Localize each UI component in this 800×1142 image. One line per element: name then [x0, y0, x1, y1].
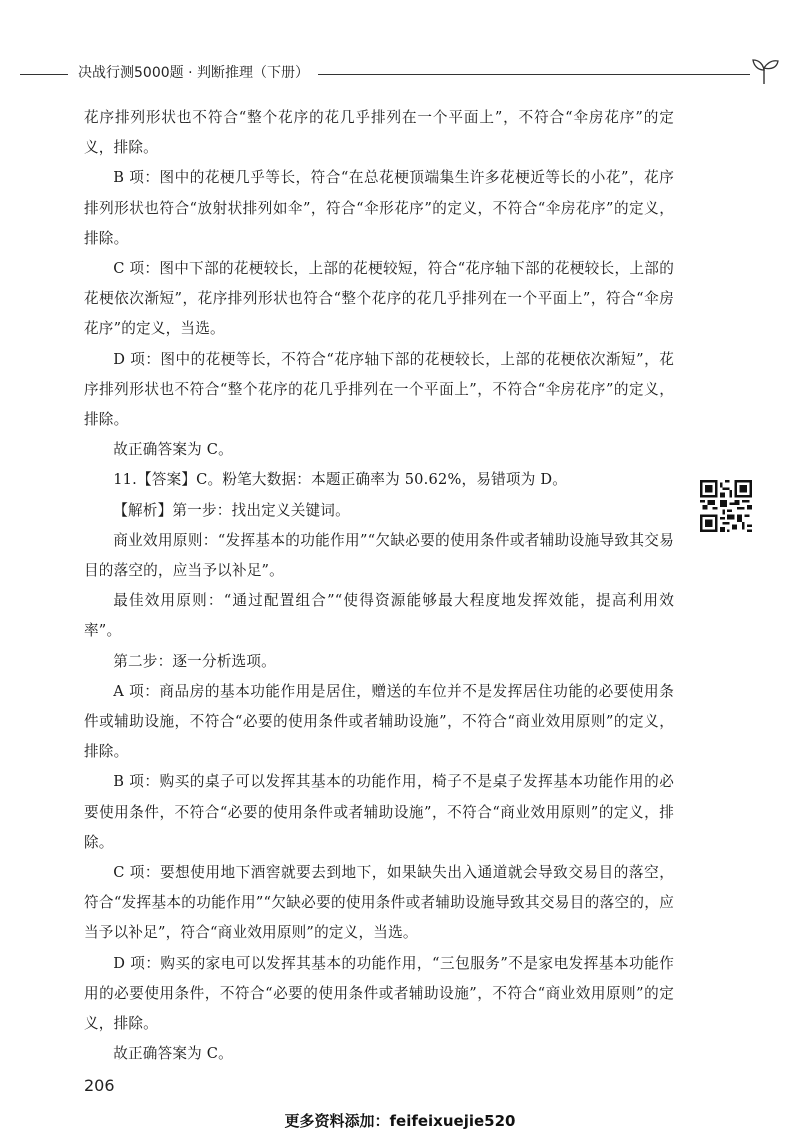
running-header [20, 56, 780, 86]
analysis-heading: 【解析】第一步：找出定义关键词。 [113, 501, 350, 519]
paragraph: 第二步：逐一分析选项。 [113, 652, 276, 670]
paragraph: 故正确答案为 C。 [113, 1045, 233, 1063]
header-rule-left [20, 74, 68, 75]
paragraph: 最佳效用原则：“通过配置组合”“使得资源能够最大程度地发挥效能，提高利用效率”。 [84, 592, 674, 640]
paragraph: A 项：商品房的基本功能作用是居住，赠送的车位并不是发挥居住功能的必要使用条件或辅助设施，不符合“必要的使用条件或者辅助设施”，不符合“商业效用原则”的定义，排除。 [84, 682, 674, 761]
page-body [84, 103, 674, 1070]
header-rule-right [318, 74, 750, 75]
book-title: 决战行测5000题 · 判断推理（下册） [78, 65, 309, 81]
answer-line: 11.【答案】C。粉笔大数据：本题正确率为 50.62%，易错项为 D。 [113, 471, 568, 489]
page-number: 206 [84, 1076, 115, 1095]
paragraph: D 项：图中的花梗等长，不符合“花序轴下部的花梗较长，上部的花梗依次渐短”，花序排列形状也不符合“整个花序的花几乎排列在一个平面上”，不符合“伞房花序”的定义，排除。 [84, 350, 674, 429]
paragraph: 商业效用原则：“发挥基本的功能作用”“欠缺必要的使用条件或者辅助设施导致其交易目的落空的，应当予以补足”。 [84, 531, 674, 580]
qr-code-icon[interactable] [700, 480, 752, 532]
sprout-icon [748, 56, 780, 86]
paragraph: 花序排列形状也不符合“整个花序的花几乎排列在一个平面上”，不符合“伞房花序”的定义，排除。 [84, 109, 674, 157]
paragraph: B 项：购买的桌子可以发挥其基本的功能作用，椅子不是桌子发挥基本功能作用的必要使用条件，不符合“必要的使用条件或者辅助设施”，不符合“商业效用原则”的定义，排除。 [84, 773, 674, 851]
paragraph: D 项：购买的家电可以发挥其基本的功能作用，“三包服务”不是家电发挥基本功能作用的必要使用条件，不符合“必要的使用条件或者辅助设施”，不符合“商业效用原则”的定义，排除。 [84, 954, 674, 1033]
paragraph: B 项：图中的花梗几乎等长，符合“在总花梗顶端集生许多花梗近等长的小花”，花序排列形状也符合“放射状排列如伞”，符合“伞形花序”的定义，不符合“伞房花序”的定义，排除。 [84, 169, 674, 247]
paragraph: 故正确答案为 C。 [113, 441, 233, 459]
footer-watermark-text: 更多资料添加：feifeixuejie520 [284, 1112, 516, 1130]
paragraph: C 项：要想使用地下酒窖就要去到地下，如果缺失出入通道就会导致交易目的落空，符合“发挥基本的功能作用”“欠缺必要的使用条件或者辅助设施导致其交易目的落空的，应当予以补足”，符合“商业效用原则”的定义，当选。 [84, 864, 674, 942]
paragraph: C 项：图中下部的花梗较长，上部的花梗较短，符合“花序轴下部的花梗较长，上部的花梗依次渐短”，花序排列形状也符合“整个花序的花几乎排列在一个平面上”，符合“伞房花序”的定义，当选。 [84, 260, 674, 338]
